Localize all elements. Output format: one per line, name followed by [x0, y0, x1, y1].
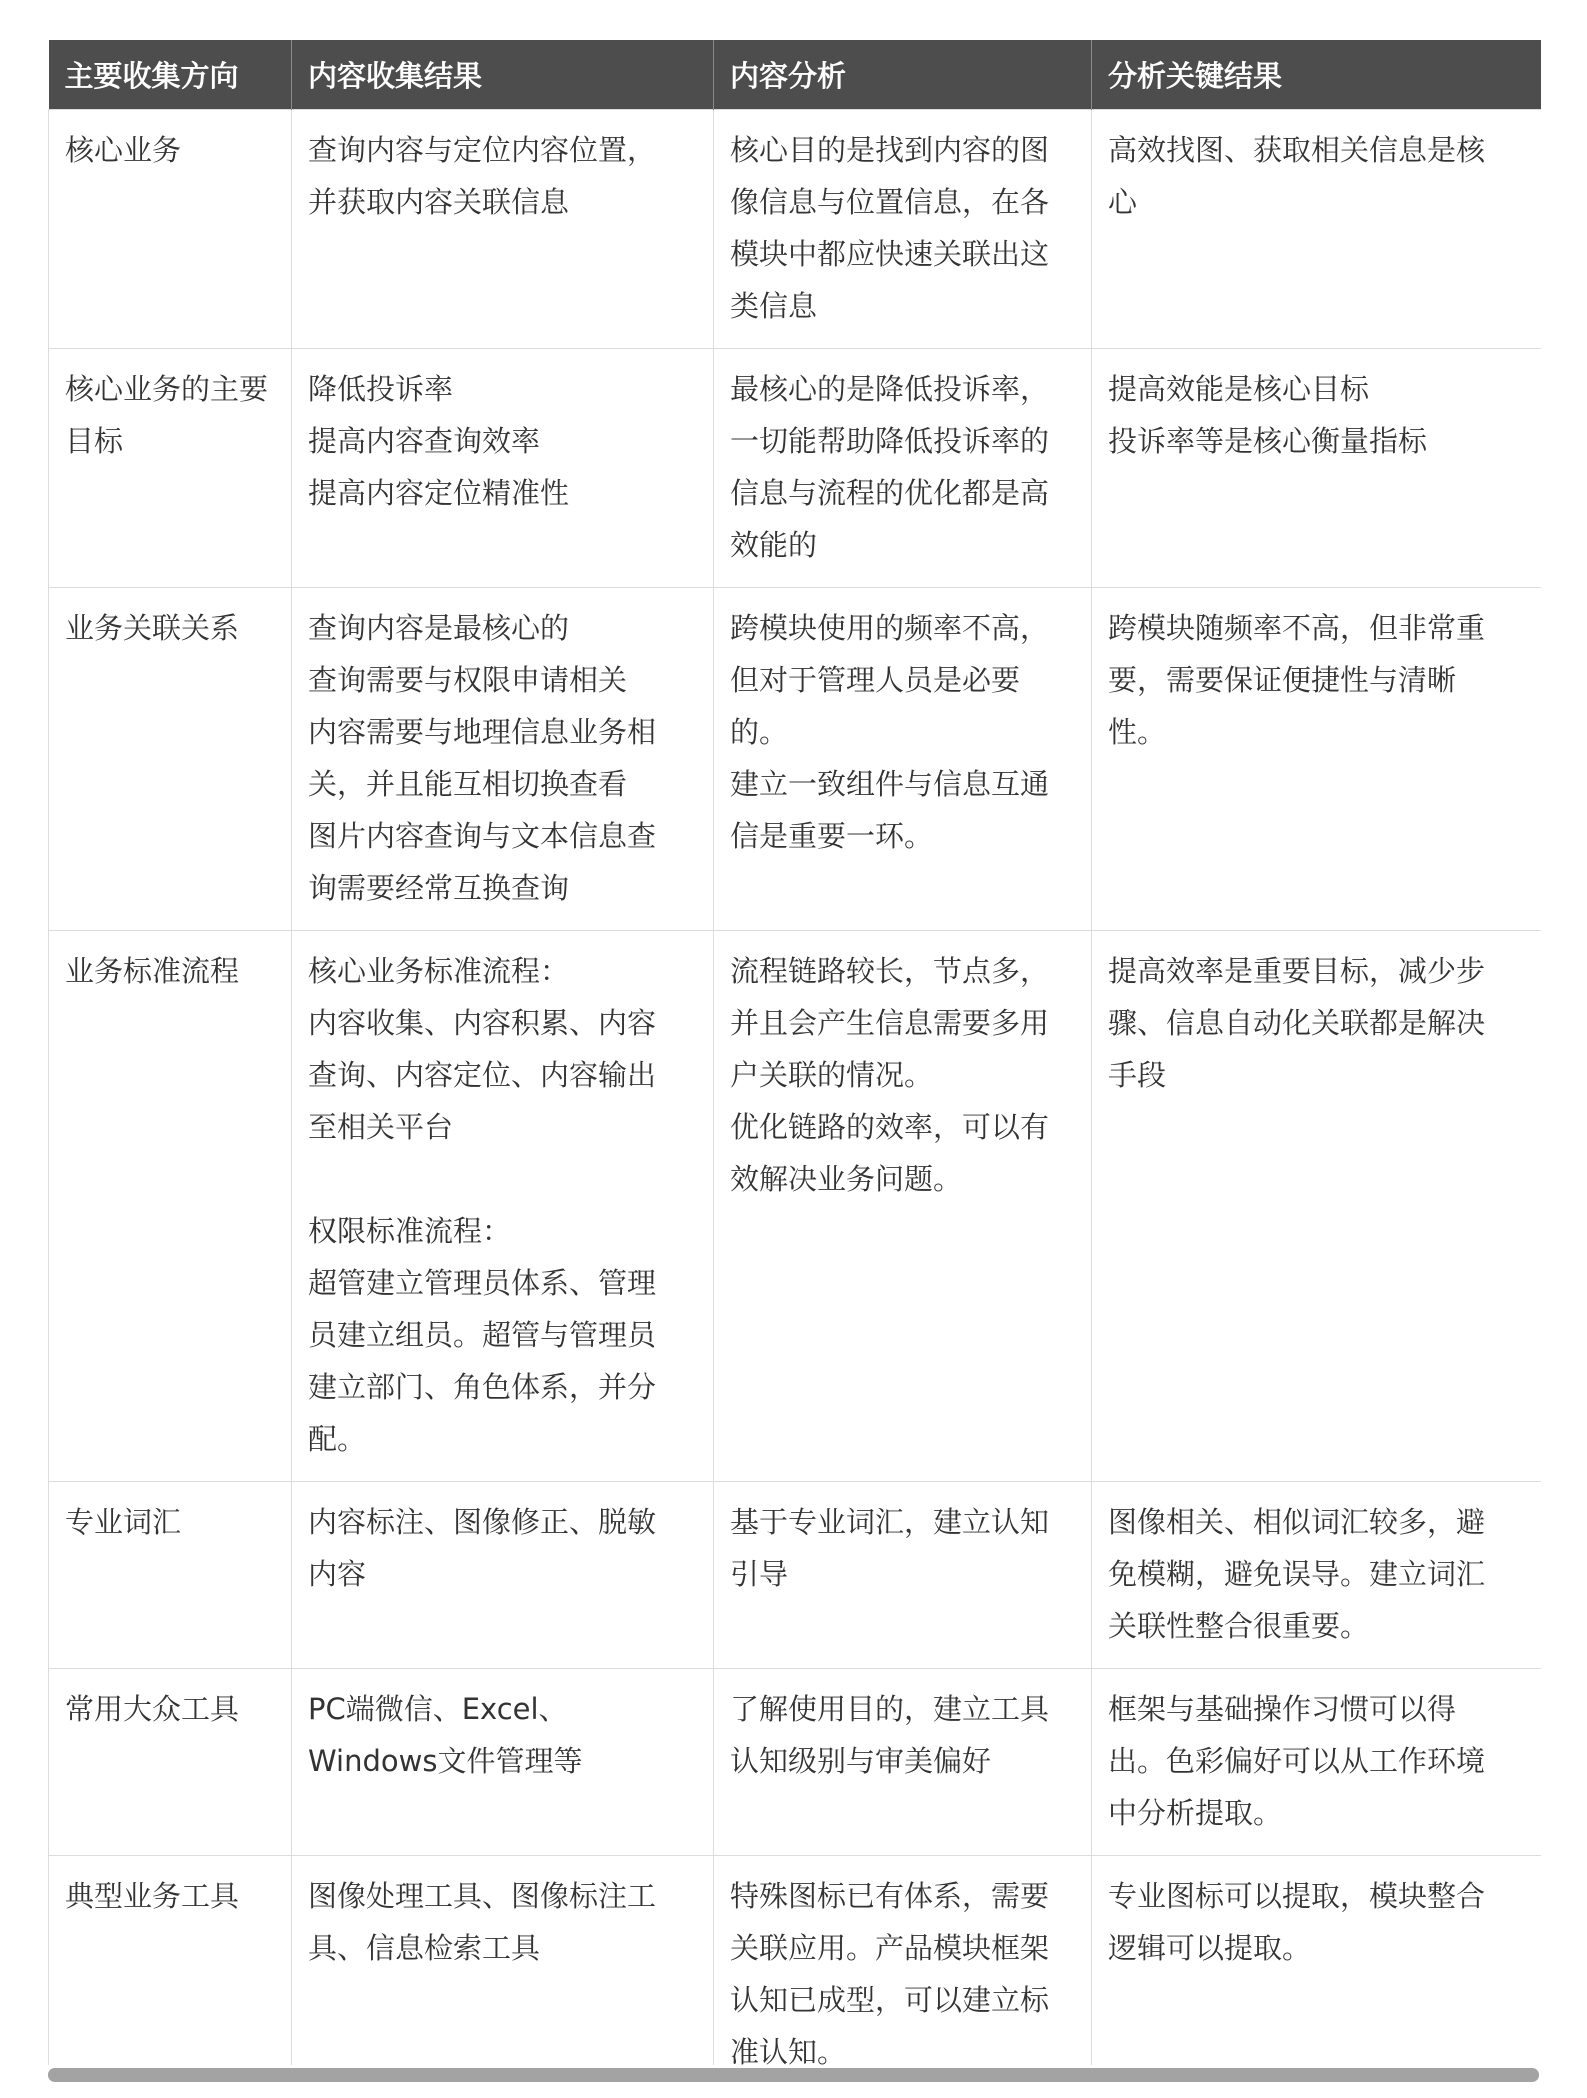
direction-cell [49, 588, 292, 931]
cell-line: 关联性整合很重要。 [1108, 1609, 1370, 1643]
cell-line: 并获取内容关联信息 [308, 185, 570, 219]
cell-line: 图像相关、相似词汇较多，避 [1108, 1505, 1486, 1539]
direction-cell [49, 349, 292, 588]
cell-line: 引导 [730, 1557, 789, 1591]
table-row [49, 1856, 1542, 2066]
analysis-cell [714, 1856, 1092, 2066]
cell-line: 户关联的情况。 [730, 1058, 934, 1092]
cell-line: 高效找图、获取相关信息是核 [1108, 133, 1486, 167]
cell-line: 核心业务标准流程： [308, 954, 570, 988]
cell-line: 提高效能是核心目标 [1108, 372, 1370, 406]
cell-line: 建立一致组件与信息互通 [730, 767, 1050, 801]
results-cell [292, 588, 714, 931]
cell-line: 了解使用目的，建立工具 [730, 1692, 1050, 1726]
results-cell [292, 349, 714, 588]
header-cell: 分析关键结果 [1092, 40, 1542, 110]
cell-line: 逻辑可以提取。 [1108, 1931, 1312, 1965]
cell-line: 特殊图标已有体系，需要 [730, 1879, 1050, 1913]
cell-line: 查询、内容定位、内容输出 [308, 1058, 657, 1092]
key-result-cell [1092, 931, 1542, 1482]
cell-line: 认知已成型，可以建立标 [730, 1983, 1050, 2017]
cell-line: 投诉率等是核心衡量指标 [1108, 424, 1428, 458]
scrollbar-thumb[interactable] [48, 2068, 1539, 2082]
cell-line: 的。 [730, 715, 789, 749]
analysis-cell [714, 349, 1092, 588]
cell-line: 最核心的是降低投诉率， [730, 372, 1050, 406]
cell-line: 一切能帮助降低投诉率的 [730, 424, 1050, 458]
header-cell: 主要收集方向 [49, 40, 292, 110]
table-row [49, 931, 1542, 1482]
results-cell [292, 931, 714, 1482]
results-cell [292, 1856, 714, 2066]
direction-cell [49, 1856, 292, 2066]
analysis-cell [714, 588, 1092, 931]
table-row [49, 1482, 1542, 1669]
cell-line: Windows文件管理等 [308, 1744, 583, 1778]
analysis-cell [714, 931, 1092, 1482]
direction-cell [49, 1669, 292, 1856]
key-result-cell [1092, 110, 1542, 349]
cell-line: 免模糊，避免误导。建立词汇 [1108, 1557, 1486, 1591]
cell-line: 但对于管理人员是必要 [730, 663, 1021, 697]
cell-line: 效能的 [730, 528, 818, 562]
results-cell [292, 1669, 714, 1856]
cell-line: 并且会产生信息需要多用 [730, 1006, 1050, 1040]
direction-text: 专业词汇 [65, 1505, 182, 1539]
direction-text: 典型业务工具 [65, 1879, 240, 1913]
cell-line: 信息与流程的优化都是高 [730, 476, 1050, 510]
cell-line: 核心目的是找到内容的图 [730, 133, 1050, 167]
direction-text: 业务标准流程 [65, 954, 240, 988]
cell-line: 查询内容是最核心的 [308, 611, 570, 645]
cell-line: 内容需要与地理信息业务相 [308, 715, 657, 749]
cell-line: 至相关平台 [308, 1110, 454, 1144]
cell-line: 性。 [1108, 715, 1167, 749]
analysis-cell [714, 1482, 1092, 1669]
horizontal-scrollbar[interactable] [48, 2068, 1539, 2082]
table-row [49, 349, 1542, 588]
cell-line: 像信息与位置信息，在各 [730, 185, 1050, 219]
cell-line: 提高内容定位精准性 [308, 476, 570, 510]
cell-line: 认知级别与审美偏好 [730, 1744, 992, 1778]
cell-line: 基于专业词汇，建立认知 [730, 1505, 1050, 1539]
cell-line: 内容 [308, 1557, 367, 1591]
cell-line: 具、信息检索工具 [308, 1931, 541, 1965]
cell-line: 手段 [1108, 1058, 1167, 1092]
table-row [49, 110, 1542, 349]
cell-line: 骤、信息自动化关联都是解决 [1108, 1006, 1486, 1040]
direction-cell [49, 110, 292, 349]
cell-line: 心 [1108, 185, 1138, 219]
cell-line: 关联应用。产品模块框架 [730, 1931, 1050, 1965]
cell-line: 专业图标可以提取，模块整合 [1108, 1879, 1486, 1913]
cell-line: 建立部门、角色体系，并分 [308, 1370, 657, 1404]
cell-line: 信是重要一环。 [730, 819, 934, 853]
cell-line: 类信息 [730, 289, 818, 323]
table-container[interactable] [48, 40, 1541, 2065]
key-result-cell [1092, 349, 1542, 588]
key-result-cell [1092, 1669, 1542, 1856]
cell-line: 出。色彩偏好可以从工作环境 [1108, 1744, 1486, 1778]
cell-line: 跨模块随频率不高，但非常重 [1108, 611, 1486, 645]
header-cell: 内容分析 [714, 40, 1092, 110]
key-result-cell [1092, 1482, 1542, 1669]
cell-line: 模块中都应快速关联出这 [730, 237, 1050, 271]
table-row [49, 1669, 1542, 1856]
cell-line: 权限标准流程： [308, 1214, 512, 1248]
header-row [49, 40, 1542, 110]
cell-line: 图片内容查询与文本信息查 [308, 819, 657, 853]
key-result-cell [1092, 588, 1542, 931]
cell-line: 准认知。 [730, 2035, 847, 2065]
blank-line [308, 1153, 697, 1205]
direction-cell [49, 931, 292, 1482]
cell-line: 提高效率是重要目标，减少步 [1108, 954, 1486, 988]
header-cell: 内容收集结果 [292, 40, 714, 110]
cell-line: 询需要经常互换查询 [308, 871, 570, 905]
cell-line: 查询需要与权限申请相关 [308, 663, 628, 697]
cell-line: 要，需要保证便捷性与清晰 [1108, 663, 1457, 697]
results-cell [292, 110, 714, 349]
direction-text: 核心业务 [65, 133, 182, 167]
cell-line: 图像处理工具、图像标注工 [308, 1879, 657, 1913]
results-cell [292, 1482, 714, 1669]
direction-text: 业务关联关系 [65, 611, 240, 645]
cell-line: 内容收集、内容积累、内容 [308, 1006, 657, 1040]
cell-line: 跨模块使用的频率不高， [730, 611, 1050, 645]
cell-line: 中分析提取。 [1108, 1796, 1283, 1830]
cell-line: PC端微信、Excel、 [308, 1692, 568, 1726]
cell-line: 提高内容查询效率 [308, 424, 541, 458]
cell-line: 关，并且能互相切换查看 [308, 767, 628, 801]
cell-line: 框架与基础操作习惯可以得 [1108, 1692, 1457, 1726]
key-result-cell [1092, 1856, 1542, 2066]
direction-cell [49, 1482, 292, 1669]
cell-line: 优化链路的效率，可以有 [730, 1110, 1050, 1144]
direction-text: 核心业务的主要目标 [65, 372, 269, 458]
cell-line: 超管建立管理员体系、管理 [308, 1266, 657, 1300]
direction-text: 常用大众工具 [65, 1692, 240, 1726]
analysis-table [48, 40, 1541, 2065]
cell-line: 内容标注、图像修正、脱敏 [308, 1505, 657, 1539]
cell-line: 配。 [308, 1422, 367, 1456]
cell-line: 流程链路较长，节点多， [730, 954, 1050, 988]
analysis-cell [714, 110, 1092, 349]
cell-line: 员建立组员。超管与管理员 [308, 1318, 657, 1352]
cell-line: 降低投诉率 [308, 372, 454, 406]
table-row [49, 588, 1542, 931]
analysis-cell [714, 1669, 1092, 1856]
cell-line: 效解决业务问题。 [730, 1162, 963, 1196]
cell-line: 查询内容与定位内容位置， [308, 133, 657, 167]
